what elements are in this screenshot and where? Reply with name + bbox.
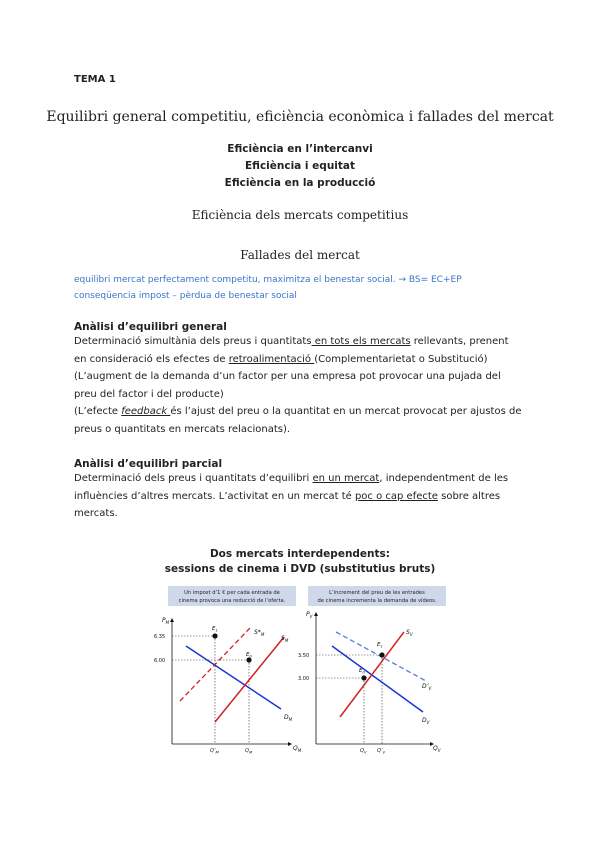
video-point-e0 xyxy=(361,675,366,680)
subtopic-exchange: Eficiència en l’intercanvi xyxy=(227,143,373,155)
heading-general-equilibrium: Anàlisi d’equilibri general xyxy=(74,321,227,333)
cinema-demand-label: $D_M$ xyxy=(284,714,293,722)
video-caption-line1: L’increment del preu de les entrades xyxy=(329,590,425,596)
cinema-q0-label: $Q_M$ xyxy=(245,748,253,755)
subtopic-production: Eficiència en la producció xyxy=(224,177,376,189)
cinema-price-low: 6.00 xyxy=(154,658,166,664)
cinema-point-e1 xyxy=(212,633,217,638)
cinema-caption-line2: cinema provoca una reducció de l’oferta. xyxy=(178,598,286,604)
subtopic-equity: Eficiència i equitat xyxy=(244,160,356,172)
cinema-e1-label: $E_1$ xyxy=(212,626,218,633)
video-e1-label: $E_1$ xyxy=(377,642,383,649)
video-demand-curve xyxy=(332,646,423,712)
cinema-supply-shifted-label: $S*_M$ xyxy=(254,629,265,637)
cinema-q1-label: $Q’_M$ xyxy=(210,748,219,755)
video-price-high: 3.50 xyxy=(298,653,310,659)
cinema-supply-label: $S_M$ xyxy=(281,635,289,643)
video-price-low: 3.00 xyxy=(298,676,310,682)
video-market-panel xyxy=(298,586,446,755)
cinema-market-panel xyxy=(154,586,302,755)
note-welfare: equilibri mercat perfectament competitu, maximitza el benestar social. → BS= EC+EP xyxy=(74,275,462,285)
cinema-supply-curve xyxy=(215,637,284,722)
section-market-failures: Fallades del mercat xyxy=(240,248,360,262)
tema-label: TEMA 1 xyxy=(74,74,116,85)
cinema-y-axis-label: $P_M$ xyxy=(162,617,170,625)
heading-partial-equilibrium: Anàlisi d’equilibri parcial xyxy=(74,458,223,470)
video-demand-label: $D_V$ xyxy=(422,717,430,725)
interdependent-markets-figure xyxy=(150,584,450,756)
cinema-e0-label: $E_0$ xyxy=(246,652,252,659)
partial-equilibrium-text: Determinació dels preus i quantitats d’equilibri en un mercat, independentment de les influències d’altres mercats. L’activitat en un mercat té poc o cap efecte sobre altres mercats. xyxy=(74,473,509,520)
section-competitive-markets: Eficiència dels mercats competitius xyxy=(191,208,409,222)
video-supply-curve xyxy=(340,632,404,717)
cinema-price-high: 6.35 xyxy=(154,634,166,640)
video-caption-line2: de cinema incrementa la demanda de vídeos. xyxy=(317,598,437,604)
video-q0-label: $Q_V$ xyxy=(360,748,367,755)
video-point-e1 xyxy=(379,652,384,657)
video-q1-label: $Q’_V$ xyxy=(377,748,386,755)
video-supply-label: $S_V$ xyxy=(406,629,413,637)
cinema-caption-line1: Un impost d’1 € per cada entrada de xyxy=(184,590,280,596)
video-y-axis-label: $P_V$ xyxy=(306,611,313,619)
figure-title: Dos mercats interdependents: sessions de cinema i DVD (substitutius bruts) xyxy=(164,548,436,575)
cinema-x-axis-label: $Q_M$ xyxy=(293,745,302,753)
note-tax: conseqüencia impost – pèrdua de benestar social xyxy=(74,291,297,301)
page-title: Equilibri general competitiu, eficiència econòmica i fallades del mercat xyxy=(46,109,554,125)
video-e0-label: $E_0$ xyxy=(359,668,365,675)
general-equilibrium-text: Determinació simultània dels preus i quantitats en tots els mercats rellevants, prenent en consideració els efectes de retroalimentació (Complementarietat o Substitució) (L’augment de la demanda d’un factor per una empresa pot provocar una pujada del preu del factor i del producte) (L’efecte feedback és l’ajust del preu o la quantitat en un mercat provocat per ajustos de preus o quantitats en mercats relacionats). xyxy=(74,336,522,435)
video-x-axis-label: $Q_V$ xyxy=(433,745,441,753)
video-demand-shifted-label: $D’_V$ xyxy=(422,683,432,691)
